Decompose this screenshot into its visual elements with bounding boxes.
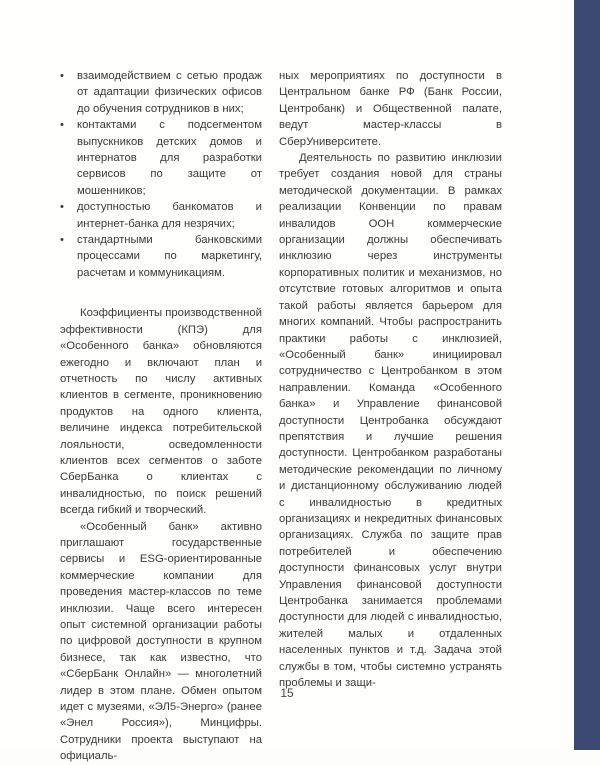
- bullet-item: • доступностью банкоматов и интернет-банка для незрячих;: [60, 199, 262, 232]
- bullet-list: [60, 68, 262, 281]
- paragraph: Коэффициенты производственной эффективности (КПЭ) для «Особенного банка» обновляются ежегодно и включают план и отчетность по числу активных клиентов в сегменте, проникновению продуктов на одного клиента, величине индекса потребительской лояльности, осведомленности клиентов всех сегментов о заботе СберБанка о клиентах с инвалидностью, по поиск решений всегда гибкий и творческий.: [60, 307, 262, 517]
- paragraph: «Особенный банк» активно приглашают государственные сервисы и ESG-ориентированные коммерческие компании для проведения мастер-классов по теме инклюзии. Чаще всего интересен опыт системной организации работы по цифровой доступности в крупном бизнесе, так как известно, что «СберБанк Онлайн» — многолетний лидер в этом плане. Обмен опытом идет с музеями, «ЭЛ5-Энерго» (ранее «Энел Россия»), Минцифры. Сотрудники проекта выступают на официаль-: [60, 520, 262, 763]
- bullet-item: • стандартными банковскими процессами по маркетингу, расчетам и коммуникациям.: [60, 232, 262, 281]
- paragraph: Деятельность по развитию инклюзии требует создания новой для страны методической документации. В рамках реализации Конвенции по правам инвалидов ООН коммерческие организации должны обеспечивать инклюзию через инструменты корпоративных политик и механизмов, но отсутствие готовых алгоритмов и опыта такой работы является барьером для многих компаний. Чтобы распространить практики работы с инклюзией, «Особенный банк» инициировал сотрудничество с Центробанком в этом направлении. Команда «Особенного банка» и Управление финансовой доступности Центробанка обсуждают препятствия и лучшие решения доступности. Центробанком разработаны методические рекомендации по личному и дистанционному обслуживанию людей с инвалидностью в кредитных организациях и некредитных финансовых организациях. Служба по защите прав потребителей и обеспечению доступности финансовых услуг внутри Управления финансовой доступности Центробанка занимается проблемами доступности для людей с инвалидностью, жителей малых и отдаленных населенных пунктов и т.д. Задача этой службы в том, чтобы системно устранять проблемы и защи-: [279, 152, 502, 690]
- paragraph-continuation: ных мероприятиях по доступности в Центральном банке РФ (Банк России, Центробанк) и Общественной палате, ведут мастер-классы в СберУниверситете.: [279, 70, 502, 148]
- bullet-item: • взаимодействием с сетью продаж от адаптации физических офисов до обучения сотрудников в них;: [60, 68, 262, 117]
- page-number: 15: [280, 686, 294, 700]
- bullet-item: • контактами с подсегментом выпускников детских домов и интернатов для разработки сервисов по защите от мошенников;: [60, 117, 262, 199]
- right-column: [279, 68, 502, 691]
- left-column: [60, 68, 262, 765]
- side-color-strip: [574, 0, 600, 750]
